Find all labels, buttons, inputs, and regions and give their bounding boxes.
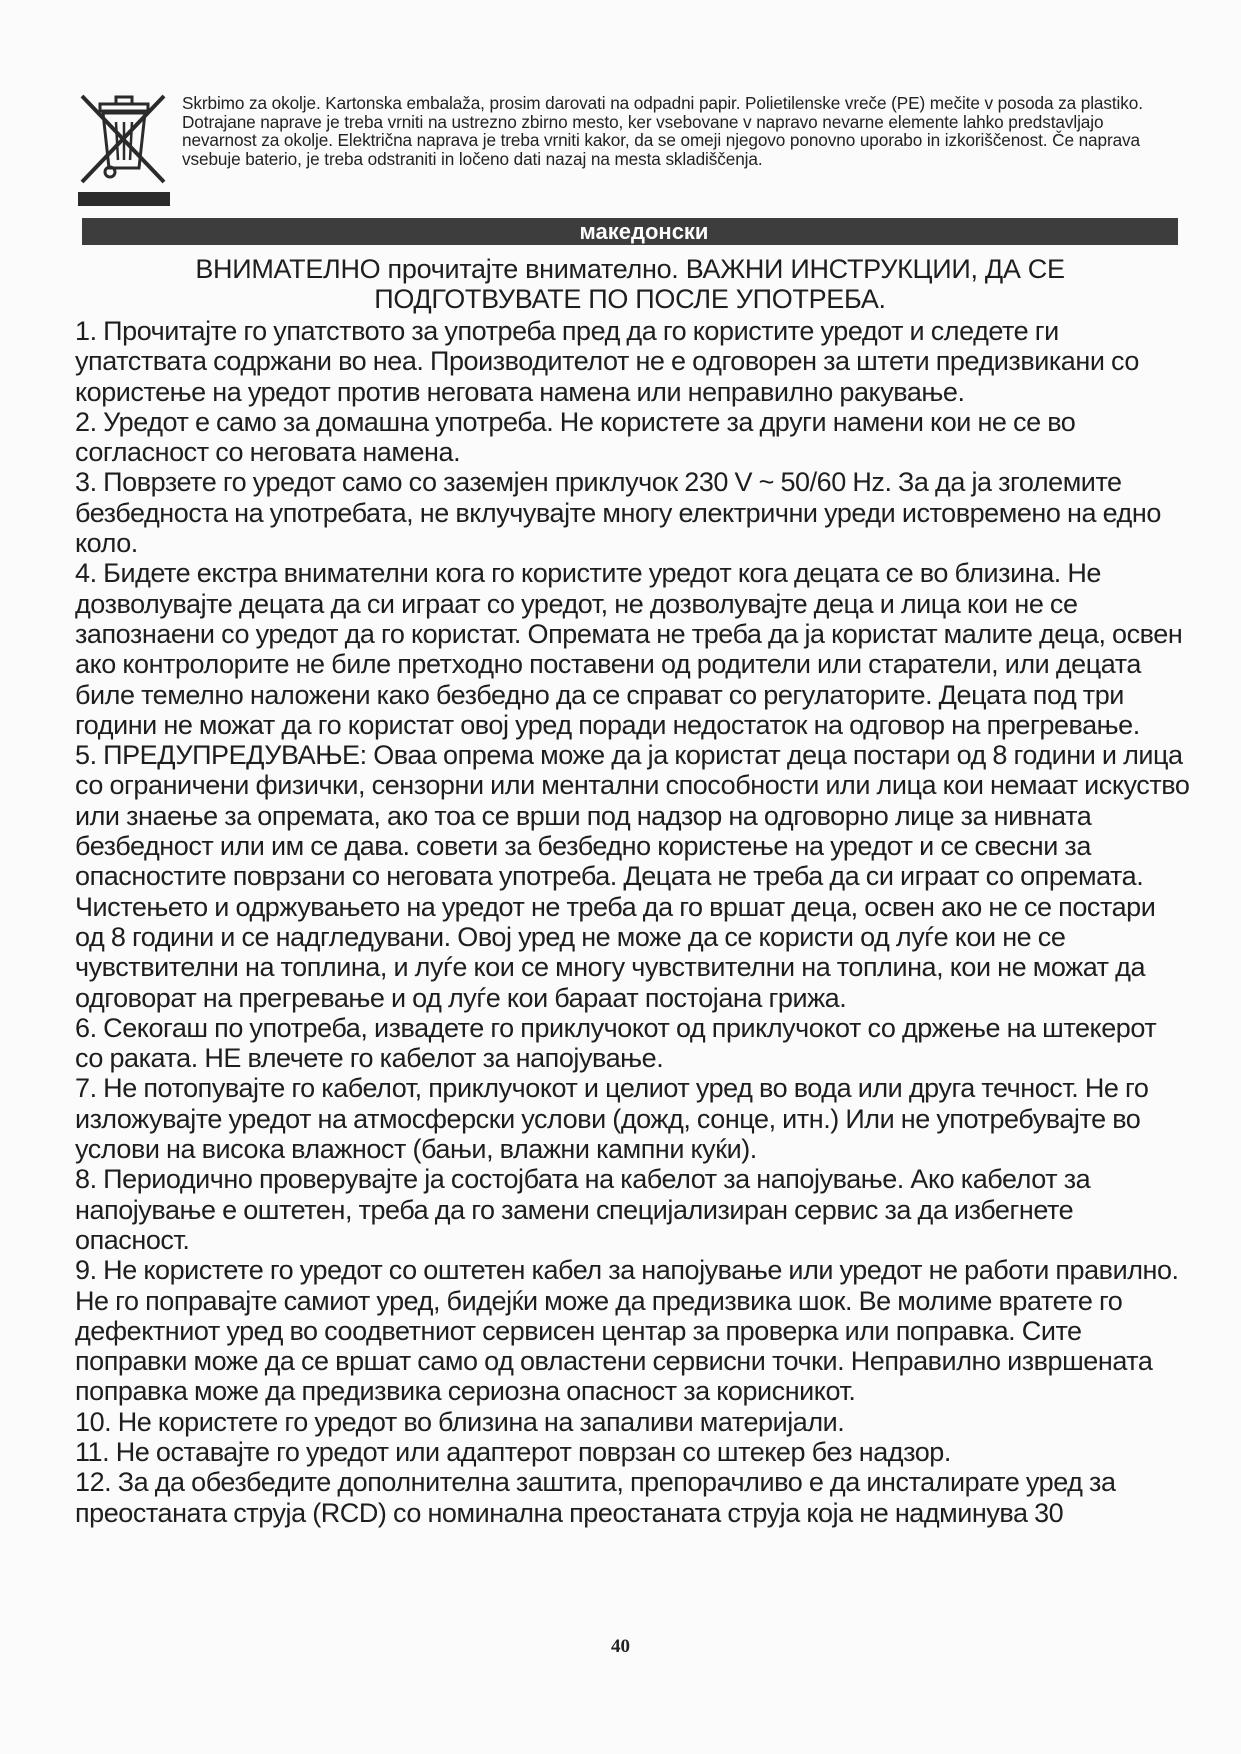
instruction-item: 8. Периодично проверувајте ја состојбата на кабелот за напојување. Ако кабелот за напојување е оштетен, треба да го замени специјализиран сервис за да избегнете опасност. bbox=[75, 1164, 1091, 1255]
environment-notice-text: Skrbimo za okolje. Kartonska embalaža, prosim darovati na odpadni papir. Polietilenske vreče (PE) mečite v posoda za plastiko. Dotrajane naprave je treba vrniti na ustrezno zbirno mesto, ker vsebovane v napravo nevarne elemente lahko predstavljajo nevarnost za okolje. Električna naprava je treba vrniti kakor, da se omeji njegovo ponovno uporabo in izkoriščenost. Če naprava vsebuje baterio, je treba odstraniti in ločeno dati nazaj na mesta skladiščenja. bbox=[182, 93, 1143, 169]
instructions-list bbox=[75, 316, 1190, 1528]
language-section-header bbox=[82, 218, 1178, 245]
instruction-item: 9. Не користете го уредот со оштетен кабел за напојување или уредот не работи правилно. Не го поправајте самиот уред, бидејќи може да предизвика шок. Ве молиме вратете го дефектниот уред во соодветниот сервисен центар за проверка или поправка. Сите поправки може да се вршат само од овластени сервисни точки. Неправилно извршената поправка може да предизвика сериозна опасност за корисникот. bbox=[75, 1255, 1179, 1407]
safety-heading-line-1: ВНИМАТЕЛНО прочитајте внимателно. ВАЖНИ ИНСТРУКЦИИ, ДА СЕ bbox=[195, 254, 1065, 284]
instruction-item: 1. Прочитајте го упатството за употреба пред да го користите уредот и следете ги упатствата содржани во неа. Производителот не е одговорен за штети предизвикани со користење на уредот против неговата намена или неправилно ракување. bbox=[75, 316, 1139, 407]
crossed-out-wheelie-bin-icon bbox=[76, 92, 172, 210]
instruction-item: 3. Поврзете го уредот само со заземјен приклучок 230 V ~ 50/60 Hz. За да ја зголемите безбедноста на употребата, не вклучувајте многу електрични уреди истовремено на едно коло. bbox=[75, 467, 1161, 559]
instruction-item: 11. Не оставајте го уредот или адаптерот поврзан со штекер без надзор. bbox=[75, 1436, 951, 1467]
instruction-item: 7. Не потопувајте го кабелот, приклучокот и целиот уред во вода или друга течност. Не го изложувајте уредот на атмосферски услови (дожд, сонце, итн.) Или не употребувајте во услови на висока влажност (бањи, влажни кампни куќи). bbox=[75, 1073, 1149, 1165]
page-number: 40 bbox=[611, 1636, 630, 1657]
language-label: македонски bbox=[579, 219, 709, 244]
safety-heading bbox=[82, 254, 1178, 314]
instruction-item: 10. Не користете го уредот во близина на запаливи материјали. bbox=[75, 1406, 845, 1437]
instruction-item: 12. За да обезбедите дополнителна заштита, препорачливо е да инсталирате уред за преостаната струја (RCD) со номинална преостаната струја која не надминува 30 bbox=[75, 1467, 1116, 1528]
instruction-item: 2. Уредот е само за домашна употреба. Не користете за други намени кои не се во согласност со неговата намена. bbox=[75, 406, 1076, 468]
environment-notice bbox=[76, 92, 1176, 212]
instruction-item: 6. Секогаш по употреба, извадете го приклучокот од приклучокот со држење на штекерот со раката. НЕ влечете го кабелот за напојување. bbox=[75, 1012, 1157, 1074]
instruction-item: 4. Бидете екстра внимателни кога го користите уредот кога децата се во близина. Не дозволувајте децата да си играат со уредот, не дозволувајте деца и лица кои не се запознаени со уредот да го користат. Опремата не треба да ја користат малите деца, освен ако контролорите не биле претходно поставени од родители или старатели, или децата биле темелно наложени како безбедно да се справат со регулаторите. Децата под три години не можат да го користат овој уред поради недостаток на одговор на прегревање. bbox=[75, 558, 1183, 740]
instruction-item: 5. ПРЕДУПРЕДУВАЊЕ: Оваа опрема може да ја користат деца постари од 8 години и лица со ограничени физички, сензорни или ментални способности или лица кои немаат искуство или знаење за опремата, ако тоа се врши под надзор на одговорно лице за нивната безбедност или им се дава. совети за безбедно користење на уредот и се свесни за опасностите поврзани со неговата употреба. Децата не треба да си играат со опремата. Чистењето и одржувањето на уредот не треба да го вршат деца, освен ако не се постари од 8 години и се надгледувани. Овој уред не може да се користи од луѓе кои не се чувствителни на топлина, и луѓе кои се многу чувствителни на топлина, кои не можат да одговорат на прегревање и од луѓе кои бараат постојана грижа. bbox=[75, 740, 1190, 1013]
safety-heading-line-2: ПОДГОТВУВАТЕ ПО ПОСЛЕ УПОТРЕБА. bbox=[374, 284, 886, 314]
